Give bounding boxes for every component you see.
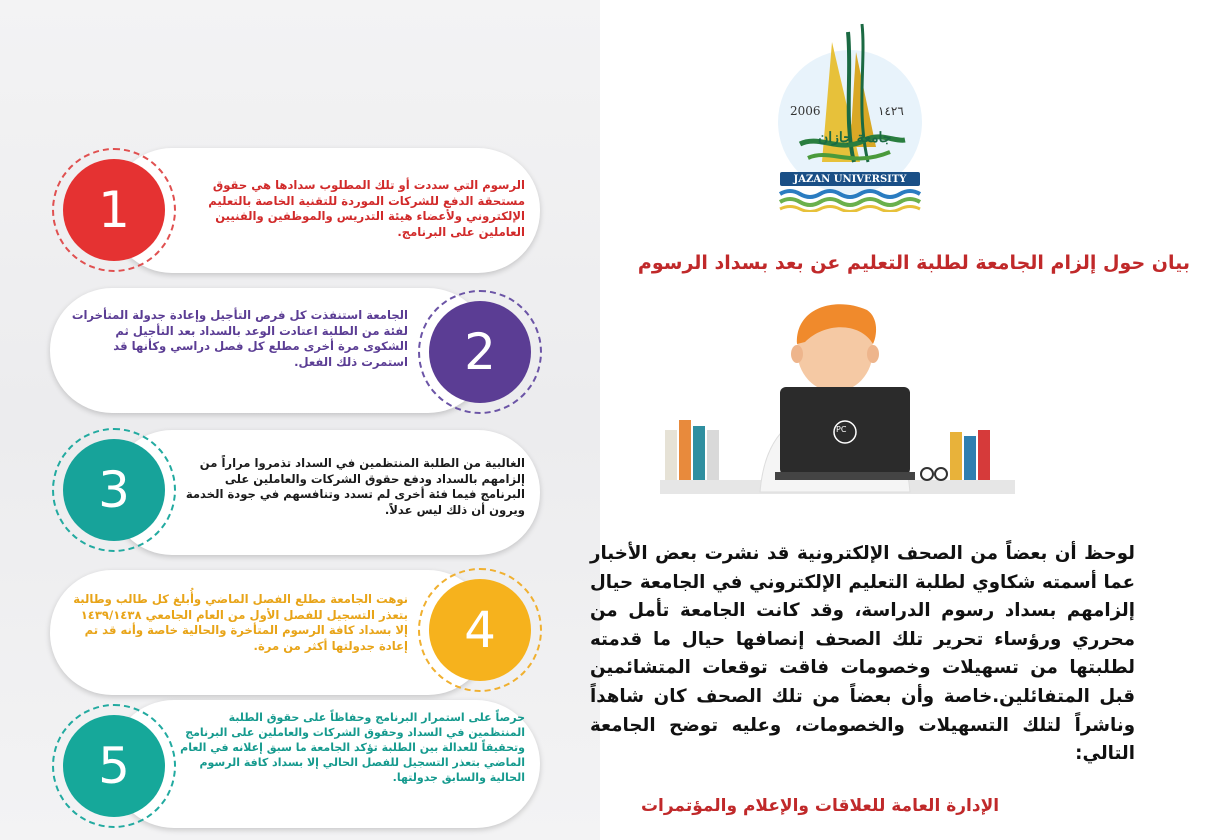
item-number-1: 1	[63, 159, 165, 261]
statement-paragraph: لوحظ أن بعضاً من الصحف الإلكترونية قد نشرت بعض الأخبار عما أسمته شكاوي لطلبة التعليم الإلكتروني في الجامعة حيال إلزامهم بسداد رسوم الدراسة، وقد كانت الجامعة تأمل من محرري ورؤساء تحرير تلك الصحف إنصافها حيال ما قدمته لطلبتها من تسهيلات وخصومات فاقت توقعات المتشائمين قبل المتفائلين.خاصة وأن بعضاً من تلك الصحف كان شاهداً وناشراً لتلك التسهيلات والخصومات، وعليه توضح الجامعة التالي:	[590, 543, 1135, 765]
item-number-4: 4	[429, 579, 531, 681]
logo-english-name: JAZAN UNIVERSITY	[793, 174, 907, 185]
logo-year-hijri: ١٤٢٦	[878, 104, 904, 118]
page-title: بيان حول إلزام الجامعة لطلبة التعليم عن بعد بسداد الرسوم	[637, 252, 1190, 274]
item-number-5: 5	[63, 715, 165, 817]
item-text-4: نوهت الجامعة مطلع الفصل الماضي وأُبلغ كل طالب وطالبة بتعذر التسجيل للفصل الأول من العام الجامعي ١٤٣٩/١٤٣٨ إلا بسداد كافة الرسوم المتأخرة والحالية خاصة وأنه قد تم إعادة جدولتها أكثر من مرة.	[73, 592, 408, 653]
item-text-1: الرسوم التي سددت أو تلك المطلوب سدادها هي حقوق مستحقة الدفع للشركات الموردة للتقنية الخاصة بالتعليم الإلكتروني ولأعضاء هيئة التدريس والموظفين والفنيين العاملين على البرنامج.	[208, 178, 525, 239]
student-illustration	[655, 292, 1025, 502]
university-logo	[770, 12, 930, 212]
logo-arabic-name: جامعة جازان	[818, 130, 892, 146]
item-text-5: حرصاً على استمرار البرنامج وحفاظاً على حقوق الطلبة المنتظمين في السداد وحقوق الشركات والعاملين على البرنامج وتحقيقاً للعدالة بين الطلبة تؤكد الجامعة ما سبق إعلانه في العام الماضي بتعذر التسجيل للفصل الحالي إلا بسداد كافة الرسوم الحالية والسابق جدولتها.	[180, 711, 525, 784]
signature: الإدارة العامة للعلاقات والإعلام والمؤتمرات	[640, 796, 1000, 816]
student-at-laptop-icon	[655, 292, 1025, 502]
item-text-2: الجامعة استنفذت كل فرص التأجيل وإعادة جدولة المتأخرات لفئة من الطلبة اعتادت الوعد بالسداد بعد التأجيل ثم الشكوى مرة أخرى مطلع كل فصل دراسي وكأنها قد استمرت ذلك الفعل.	[71, 308, 408, 369]
item-text-3: الغالبية من الطلبة المنتظمين في السداد تذمروا مراراً من إلزامهم بالسداد ودفع حقوق الشركات والعاملين على البرنامج فيما فئة أخرى لم تسدد وتنافسهم في جودة الخدمة ويرون أن ذلك ليس عدلاً.	[185, 456, 525, 517]
item-number-3: 3	[63, 439, 165, 541]
logo-year-gregorian: 2006	[790, 104, 821, 118]
laptop-badge: PC	[836, 425, 847, 434]
item-number-2: 2	[429, 301, 531, 403]
